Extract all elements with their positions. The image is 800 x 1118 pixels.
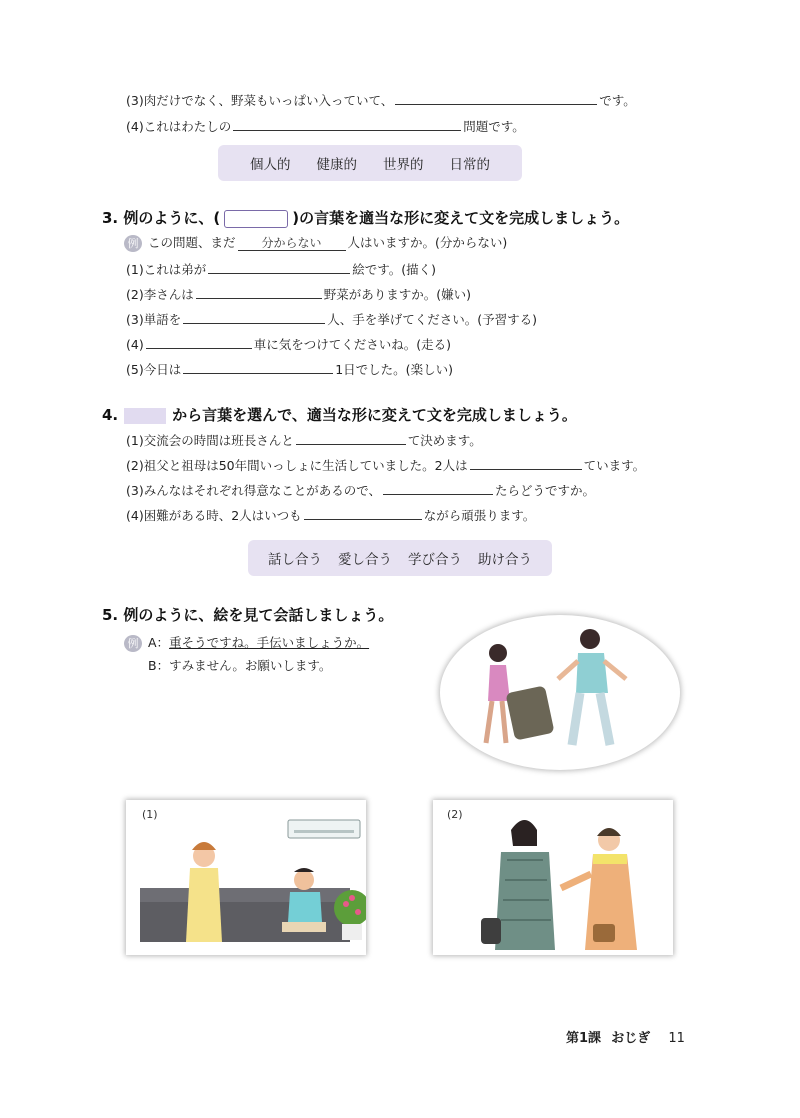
q3-item-5: (5)今日は 1日でした。(楽しい)	[126, 359, 453, 379]
q5-heading: 5. 例のように、絵を見て会話しましょう。	[102, 606, 394, 624]
picture-label: (2)	[447, 808, 463, 821]
answer-blank[interactable]	[183, 309, 325, 324]
q2-item-3: (3)肉だけでなく、野菜もいっぱい入っていて、 です。	[126, 90, 636, 110]
q3-item-3: (3)単語を 人、手を挙げてください。(予習する)	[126, 309, 537, 329]
example-mark: 例	[124, 235, 142, 252]
q2-item-4: (4)これはわたしの 問題です。	[126, 116, 525, 136]
q5-example-a: 例 A：重そうですね。手伝いましょうか。	[124, 633, 369, 653]
q4-item-4: (4)困難がある時、2人はいつも ながら頑張ります。	[126, 505, 535, 525]
q4-word-box	[248, 540, 552, 576]
answer-blank[interactable]	[296, 430, 406, 445]
word: 愛し合う	[338, 552, 392, 568]
q4-heading: 4. から言葉を選んで、適当な形に変えて文を完成しましょう。	[102, 406, 577, 424]
picture-1	[126, 800, 366, 955]
word: 健康的	[316, 157, 357, 173]
q3-item-1: (1)これは弟が 絵です。(描く)	[126, 259, 436, 279]
picture-2	[433, 800, 673, 955]
answer-blank[interactable]	[304, 505, 422, 520]
q2-word-box	[218, 145, 522, 181]
word: 日常的	[449, 157, 490, 173]
answer-blank[interactable]	[183, 359, 333, 374]
word: 世界的	[383, 157, 424, 173]
q3-heading: 3. 例のように、( )の言葉を適当な形に変えて文を完成しましょう。	[102, 209, 630, 227]
lesson-title: おじぎ	[611, 1031, 651, 1046]
q4-item-3: (3)みんなはそれぞれ得意なことがあるので、 たらどうですか。	[126, 480, 595, 500]
answer-blank[interactable]	[383, 480, 493, 495]
lesson-number: 第1課	[566, 1031, 602, 1046]
page-number: 11	[668, 1031, 685, 1046]
word: 話し合う	[268, 552, 322, 568]
word: 個人的	[250, 157, 291, 173]
q3-item-4: (4) 車に気をつけてくださいね。(走る)	[126, 334, 451, 354]
two-women-coats-image	[433, 800, 673, 955]
paren-box	[224, 210, 288, 228]
living-room-image	[126, 800, 366, 955]
q3-example: 例 この問題、まだ 分からない 人はいますか。(分からない)	[124, 233, 507, 253]
q4-item-1: (1)交流会の時間は班長さんと て決めます。	[126, 430, 482, 450]
example-mark: 例	[124, 635, 142, 652]
answer-blank[interactable]	[470, 455, 582, 470]
word: 助け合う	[478, 552, 532, 568]
answer-blank[interactable]	[146, 334, 252, 349]
example-illustration	[440, 615, 680, 770]
q3-item-2: (2)李さんは 野菜がありますか。(嫌い)	[126, 284, 471, 304]
q5-example-b: B：すみません。お願いします。	[148, 658, 332, 673]
answer-blank[interactable]	[208, 259, 350, 274]
page-footer	[566, 1027, 685, 1046]
example-answer: 分からない	[238, 236, 346, 251]
answer-blank[interactable]	[196, 284, 322, 299]
q4-item-2: (2)祖父と祖母は50年間いっしょに生活していました。2人は ています。	[126, 455, 645, 475]
word-box-marker	[124, 408, 166, 424]
picture-label: (1)	[142, 808, 158, 821]
people-luggage-image	[440, 615, 680, 770]
answer-blank[interactable]	[233, 116, 461, 131]
word: 学び合う	[408, 552, 462, 568]
answer-blank[interactable]	[395, 90, 597, 105]
